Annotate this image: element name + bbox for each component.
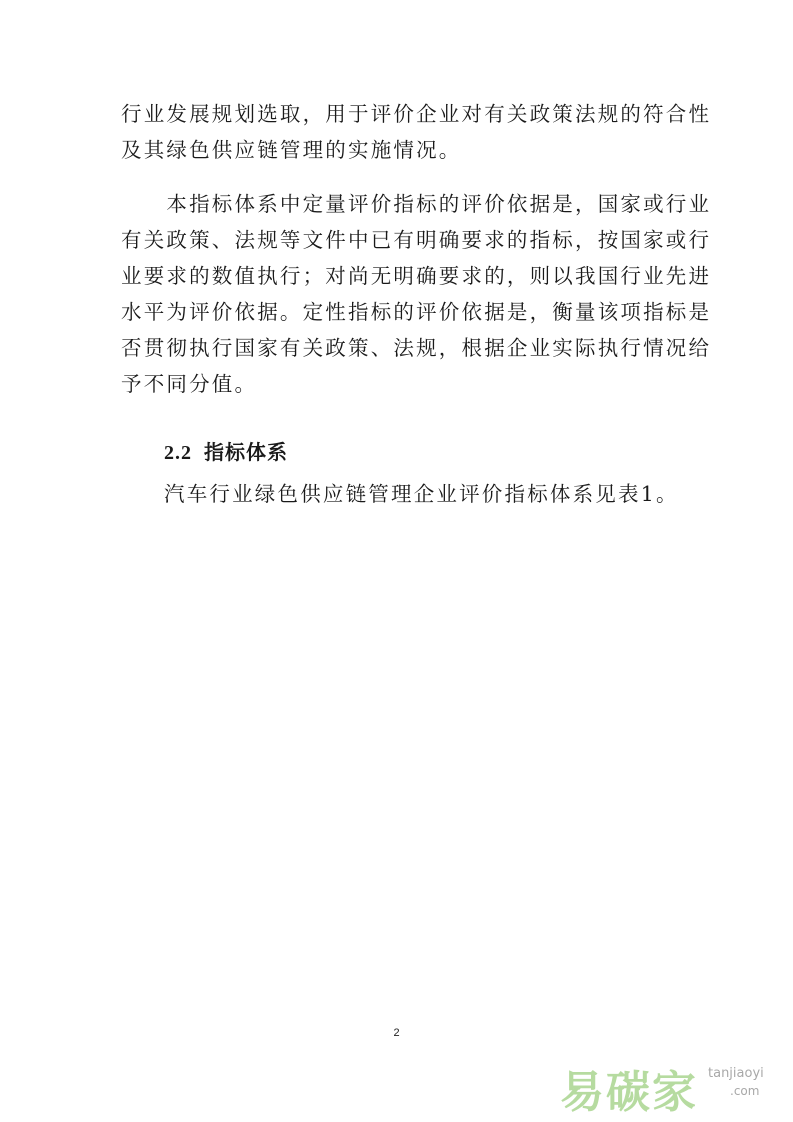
paragraph-line: 予不同分值。 bbox=[121, 372, 258, 396]
section-number: 2.2 bbox=[164, 442, 192, 464]
paragraph-line: 业要求的数值执行；对尚无明确要求的，则以我国行业先进 bbox=[121, 264, 712, 288]
paragraph-line: 行业发展规划选取，用于评价企业对有关政策法规的符合性 bbox=[121, 102, 712, 126]
watermark-logo bbox=[560, 1052, 786, 1118]
paragraph-line: 否贯彻执行国家有关政策、法规，根据企业实际执行情况给 bbox=[121, 336, 712, 360]
section-title: 指标体系 bbox=[204, 440, 288, 464]
watermark-hanzi: 易碳家 bbox=[560, 1067, 698, 1118]
paragraph-line: 水平为评价依据。定性指标的评价依据是，衡量该项指标是 bbox=[121, 300, 712, 324]
paragraph-line: 有关政策、法规等文件中已有明确要求的指标，按国家或行 bbox=[121, 228, 712, 252]
watermark-latin: tanjiaoyi bbox=[708, 1066, 764, 1081]
paragraph-line: 本指标体系中定量评价指标的评价依据是，国家或行业 bbox=[121, 192, 712, 216]
paragraph-table-reference: 汽车行业绿色供应链管理企业评价指标体系见表1。 bbox=[164, 482, 679, 506]
watermark-domain: .com bbox=[730, 1084, 760, 1098]
paragraph-policy-compliance bbox=[121, 96, 712, 168]
section-heading bbox=[164, 436, 288, 465]
page-number: 2 bbox=[393, 1027, 400, 1039]
paragraph-evaluation-basis bbox=[121, 186, 712, 402]
paragraph-line: 及其绿色供应链管理的实施情况。 bbox=[121, 138, 462, 162]
